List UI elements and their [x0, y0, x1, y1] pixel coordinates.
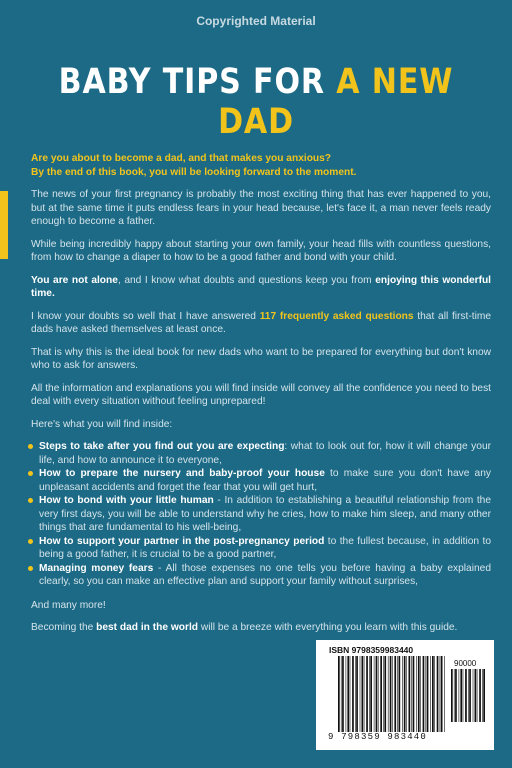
barcode-stripe: [406, 656, 407, 732]
list-item: [31, 467, 491, 494]
barcode-price-bars: [451, 669, 487, 722]
barcode-stripe: [459, 669, 460, 722]
barcode-stripe: [360, 656, 361, 732]
barcode-stripe: [402, 656, 403, 732]
isbn-barcode: [316, 640, 494, 750]
barcode-stripe: [482, 669, 483, 722]
paragraph-4-pre: I know your doubts so well that I have answered: [31, 310, 260, 322]
barcode-stripe: [451, 669, 453, 722]
paragraph-6: All the information and explanations you will find inside will convey all the confidence you need to best deal with every situation without feeling unprepared!: [31, 382, 491, 407]
title-part-1: BABY TIPS FOR: [58, 62, 337, 102]
bullet-dot-icon: [28, 566, 33, 571]
list-item-bold: How to support your partner in the post-pregnancy period: [39, 535, 325, 547]
barcode-stripe: [388, 656, 389, 732]
list-item-bold: How to prepare the nursery and baby-proof your house: [39, 468, 325, 479]
barcode-stripe: [432, 656, 434, 732]
intro-hook: [31, 152, 491, 179]
barcode-stripe: [399, 656, 401, 732]
paragraph-9: [31, 621, 491, 635]
barcode-stripe: [426, 656, 427, 732]
yellow-accent-bar: [0, 191, 8, 259]
not-alone-bold: You are not alone: [31, 274, 118, 286]
barcode-stripe: [475, 669, 477, 722]
barcode-stripe: [469, 669, 471, 722]
barcode-stripe: [454, 669, 455, 722]
barcode-stripe: [355, 656, 356, 732]
barcode-stripe: [370, 656, 372, 732]
barcode-stripe: [427, 656, 429, 732]
list-item: [31, 562, 491, 589]
list-item-text: to the fullest because, in addition to being a good father, it is crucial to be a good partner,: [39, 535, 492, 560]
paragraph-7: Here's what you will find inside:: [31, 418, 173, 430]
paragraph-9-pre: Becoming the: [31, 622, 97, 633]
barcode-stripe: [346, 656, 347, 732]
barcode-stripe: [479, 669, 481, 722]
list-item-bold: Steps to take after you find out you are expecting: [39, 441, 285, 452]
barcode-stripe: [392, 656, 393, 732]
paragraph-3-middle: , and I know what doubts and questions keep you from: [117, 274, 376, 286]
barcode-stripe: [369, 656, 370, 732]
paragraph-2: While being incredibly happy about starting your own family, your head fills with countless questions, from how to change a diaper to how to be a good father and bond with your child.: [31, 238, 491, 263]
bullet-dot-icon: [28, 498, 33, 503]
barcode-stripe: [437, 656, 439, 732]
paragraph-3: [31, 274, 491, 301]
feature-list: [31, 440, 491, 589]
barcode-stripe: [350, 656, 351, 732]
book-title: [36, 62, 476, 142]
list-item-text: to make sure you don't have any unpleasant accidents and forget the fear that you will get hurt,: [39, 468, 491, 493]
barcode-stripe: [341, 656, 342, 732]
barcode-stripe: [444, 656, 445, 732]
barcode-stripe: [465, 669, 467, 722]
enjoying-bold: enjoying this wonderful time.: [31, 274, 492, 299]
back-cover-text: [31, 152, 491, 644]
barcode-stripe: [430, 656, 431, 732]
bullet-dot-icon: [28, 539, 33, 544]
barcode-stripe: [420, 656, 421, 732]
barcode-stripe: [455, 669, 457, 722]
barcode-stripe: [374, 656, 375, 732]
list-item: [31, 440, 491, 467]
list-item-text: - All those expenses no one tells you before having a baby explained clearly, so you can make an effective plan and support your family without surprises,: [39, 562, 491, 587]
barcode-digits: 9 798359 983440: [328, 732, 428, 742]
barcode-stripe: [378, 656, 379, 732]
bullet-dot-icon: [28, 471, 33, 476]
bullet-dot-icon: [28, 444, 33, 449]
barcode-main-bars: [338, 656, 446, 732]
paragraph-9-post: will be a breeze with everything you learn with this guide.: [198, 622, 458, 633]
barcode-stripe: [366, 656, 368, 732]
list-item-bold: Managing money fears: [39, 562, 154, 574]
best-dad-bold: best dad in the world: [96, 622, 199, 633]
copyright-watermark: Copyrighted Material: [196, 14, 316, 28]
barcode-stripe: [342, 656, 344, 732]
questions-count-highlight: 117 frequently asked questions: [259, 310, 414, 322]
barcode-stripe: [394, 656, 396, 732]
barcode-stripe: [413, 656, 415, 732]
intro-line-1: Are you about to become a dad, and that makes you anxious?: [31, 153, 332, 164]
barcode-stripe: [468, 669, 469, 722]
barcode-stripe: [473, 669, 474, 722]
paragraph-1: The news of your first pregnancy is probably the most exciting thing that has ever happened to you, but at the same time it puts endless fears in your head because, let's face it, a man never feels ready enough to become a father.: [31, 189, 491, 227]
intro-line-2: By the end of this book, you will be looking forward to the moment.: [31, 166, 357, 178]
barcode-stripe: [384, 656, 386, 732]
barcode-stripe: [383, 656, 384, 732]
barcode-stripe: [418, 656, 420, 732]
barcode-stripe: [356, 656, 358, 732]
barcode-stripe: [411, 656, 412, 732]
barcode-stripe: [477, 669, 478, 722]
list-item-bold: How to bond with your little human: [39, 495, 214, 506]
barcode-stripe: [404, 656, 406, 732]
barcode-stripe: [463, 669, 464, 722]
barcode-stripe: [338, 656, 340, 732]
list-item: [31, 535, 491, 562]
paragraph-8: And many more!: [31, 599, 106, 611]
barcode-stripe: [460, 669, 462, 722]
barcode-stripe: [397, 656, 398, 732]
list-item: [31, 494, 491, 535]
barcode-stripe: [416, 656, 417, 732]
paragraph-5: That is why this is the ideal book for new dads who want to be prepared for everything but don't know who to ask for answers.: [31, 346, 491, 371]
barcode-stripe: [380, 656, 382, 732]
barcode-stripe: [352, 656, 354, 732]
barcode-stripe: [440, 656, 441, 732]
paragraph-4: [31, 310, 491, 337]
isbn-label: ISBN 9798359983440: [329, 645, 414, 655]
list-item-text: : what to look out for, how it will change your life, and how to announce it to everyone,: [39, 441, 492, 466]
barcode-stripe: [434, 656, 435, 732]
title-part-2: A NEW DAD: [218, 62, 454, 142]
barcode-stripe: [483, 669, 485, 722]
barcode-stripe: [347, 656, 349, 732]
barcode-stripe: [423, 656, 425, 732]
barcode-stripe: [376, 656, 378, 732]
barcode-stripe: [364, 656, 365, 732]
barcode-stripe: [390, 656, 392, 732]
price-code: 90000: [454, 659, 477, 668]
barcode-stripe: [409, 656, 411, 732]
list-item-text: - In addition to establishing a beautiful relationship from the very first days, you will be able to understand why he cries, how to make him sleep, and many other things that are fundamental to his well-being,: [39, 495, 491, 533]
paragraph-4-post: that all first-time dads have asked themselves at least once.: [31, 310, 491, 335]
barcode-stripe: [441, 656, 443, 732]
barcode-stripe: [362, 656, 364, 732]
